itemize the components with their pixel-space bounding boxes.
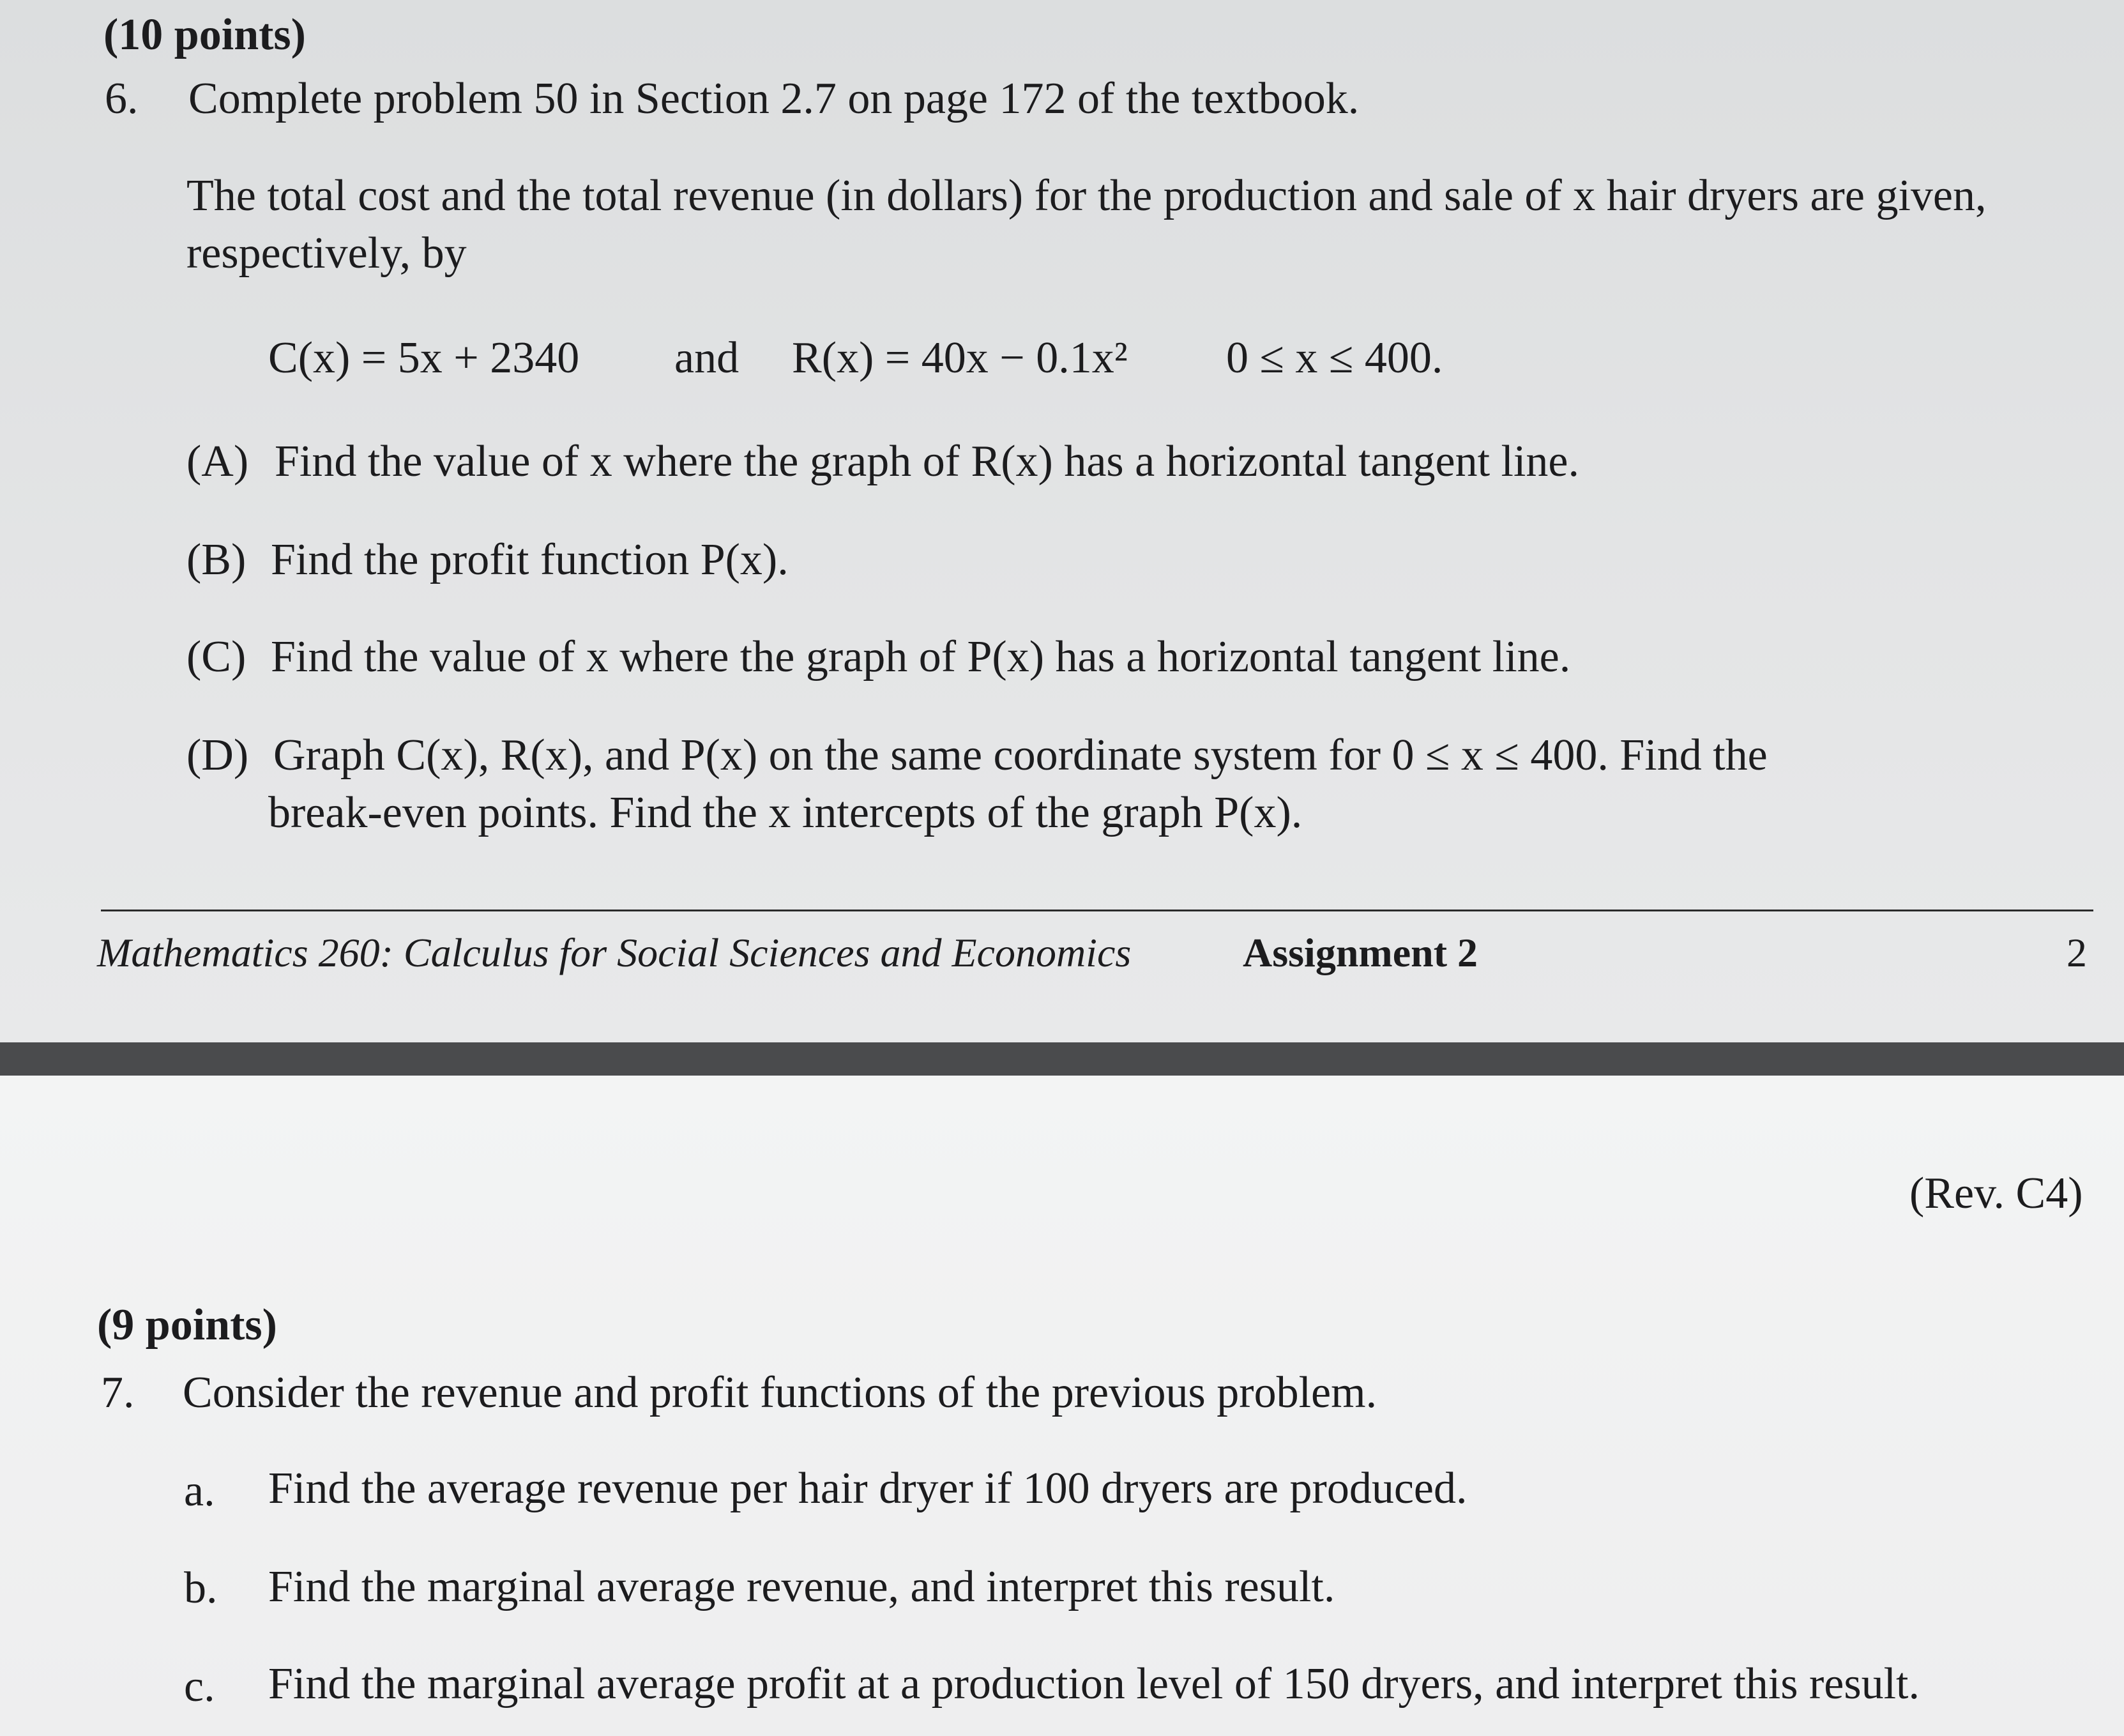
part-d-text: Graph C(x), R(x), and P(x) on the same coordinate system for 0 ≤ x ≤ 400. Find the [273, 731, 1768, 780]
problem6-intro-line1: The total cost and the total revenue (in dollars) for the production and sale of x hair dryers are given, [186, 171, 1987, 220]
footer-course: Mathematics 260: Calculus for Social Sciences and Economics [97, 930, 1132, 975]
footer-rule [101, 910, 2093, 911]
part-a-label: (A) [186, 437, 249, 486]
part-c-text: Find the value of x where the graph of P(x) has a horizontal tangent line. [271, 632, 1571, 681]
page-separator [0, 1042, 2124, 1076]
problem6-intro-line2: respectively, by [186, 229, 467, 278]
problem6-heading: Complete problem 50 in Section 2.7 on page 172 of the textbook. [188, 74, 1360, 123]
equation-revenue: R(x) = 40x − 0.1x² [792, 333, 1128, 383]
problem7-points: (9 points) [97, 1300, 277, 1350]
part-b-label: (B) [186, 535, 247, 584]
problem7-part-a-label: a. [184, 1466, 215, 1516]
footer-assignment: Assignment 2 [1243, 930, 1478, 975]
problem7-part-c-label: c. [184, 1662, 215, 1711]
part-d-text-line2: break-even points. Find the x intercepts of the graph P(x). [268, 788, 1303, 837]
equation-and: and [674, 333, 740, 383]
problem6-points: (10 points) [103, 10, 306, 59]
footer-page-number: 2 [2067, 930, 2087, 975]
problem7-part-b-text: Find the marginal average revenue, and interpret this result. [268, 1562, 1335, 1611]
part-d-label: (D) [186, 731, 249, 780]
problem7-number: 7. [101, 1368, 135, 1417]
problem7-part-a-text: Find the average revenue per hair dryer if 100 dryers are produced. [268, 1464, 1468, 1513]
revision-label: (Rev. C4) [1909, 1169, 2083, 1218]
problem7-heading: Consider the revenue and profit functions of the previous problem. [183, 1368, 1377, 1417]
problem7-part-b-label: b. [184, 1564, 218, 1613]
equation-cost: C(x) = 5x + 2340 [268, 333, 580, 383]
problem7-part-c-text: Find the marginal average profit at a production level of 150 dryers, and interpret this result. [268, 1659, 1920, 1709]
part-a-text: Find the value of x where the graph of R(x) has a horizontal tangent line. [275, 437, 1579, 486]
equation-domain: 0 ≤ x ≤ 400. [1226, 333, 1443, 383]
problem6-number: 6. [105, 74, 139, 123]
part-c-label: (C) [186, 632, 247, 681]
part-b-text: Find the profit function P(x). [271, 535, 789, 584]
